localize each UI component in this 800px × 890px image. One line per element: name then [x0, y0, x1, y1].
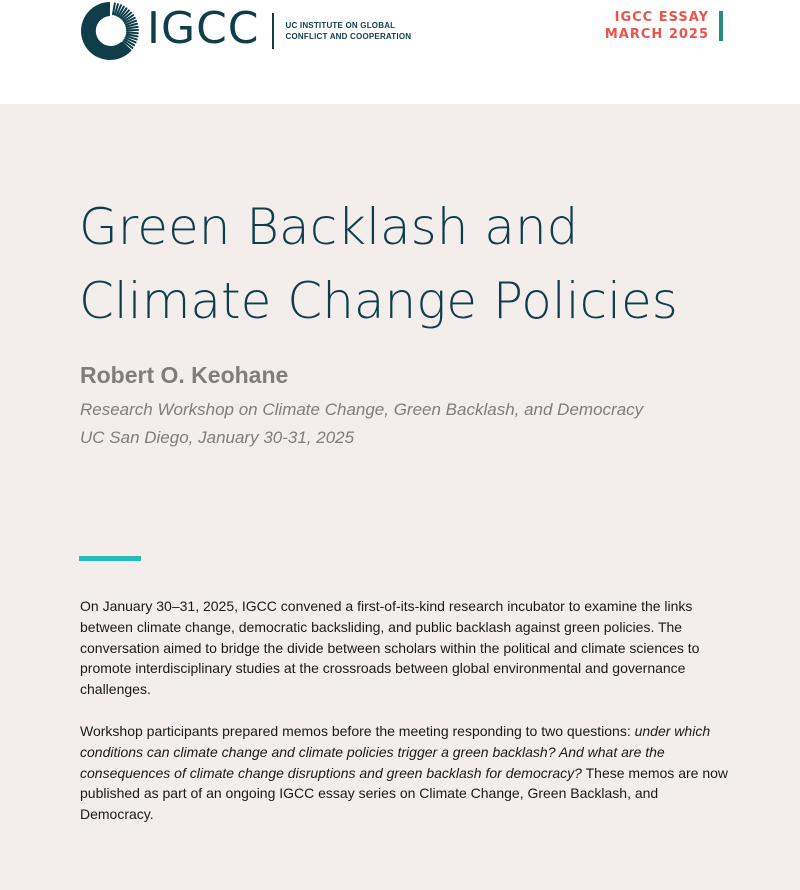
logo-divider	[272, 13, 274, 49]
logo-subtitle-line1: UC INSTITUTE ON GLOBAL	[285, 21, 396, 30]
essay-label: IGCC ESSAY	[614, 10, 709, 25]
page-header	[0, 0, 800, 104]
memo-intro: Workshop participants prepared memos before the meeting responding to two questions:	[80, 723, 635, 739]
memo-outro: These memos are now published as part of an ongoing IGCC essay series on Climate Change, Green Backlash, and Democracy.	[80, 764, 728, 823]
logo-ray	[127, 32, 138, 33]
memo-paragraph	[80, 721, 730, 825]
workshop-location-date: UC San Diego, January 30-31, 2025	[80, 428, 355, 447]
memo-questions: under which conditions can climate change and climate policies trigger a green backlash? And what are the consequences of climate change disruptions and green backlash for democracy?	[80, 723, 711, 781]
igcc-logo[interactable]	[79, 0, 411, 62]
sunburst-logo-icon	[79, 0, 141, 62]
essay-tag	[605, 9, 709, 43]
logo-subtitle-line2: CONFLICT AND COOPERATION	[285, 32, 412, 41]
logo-wordmark: IGCC	[147, 3, 260, 54]
page-title	[79, 190, 678, 338]
title-line1: Green Backlash and	[79, 198, 579, 256]
essay-accent-bar	[719, 11, 723, 41]
intro-paragraph: On January 30–31, 2025, IGCC convened a first-of-its-kind research incubator to examine the links between climate change, democratic backsliding, and public backlash against green policies. The conversation aimed to bridge the divide between scholars within the political and climate sciences to promote interdisciplinary studies at the crossroads between global environmental and governance challenges.	[80, 598, 700, 698]
essay-date: MARCH 2025	[604, 27, 709, 42]
workshop-name: Research Workshop on Climate Change, Green Backlash, and Democracy	[80, 400, 644, 419]
title-line2: Climate Change Policies	[79, 272, 678, 330]
section-divider	[79, 556, 141, 561]
logo-subtitle	[286, 20, 412, 42]
logo-ray	[127, 27, 138, 29]
author-name: Robert O. Keohane	[80, 362, 289, 388]
